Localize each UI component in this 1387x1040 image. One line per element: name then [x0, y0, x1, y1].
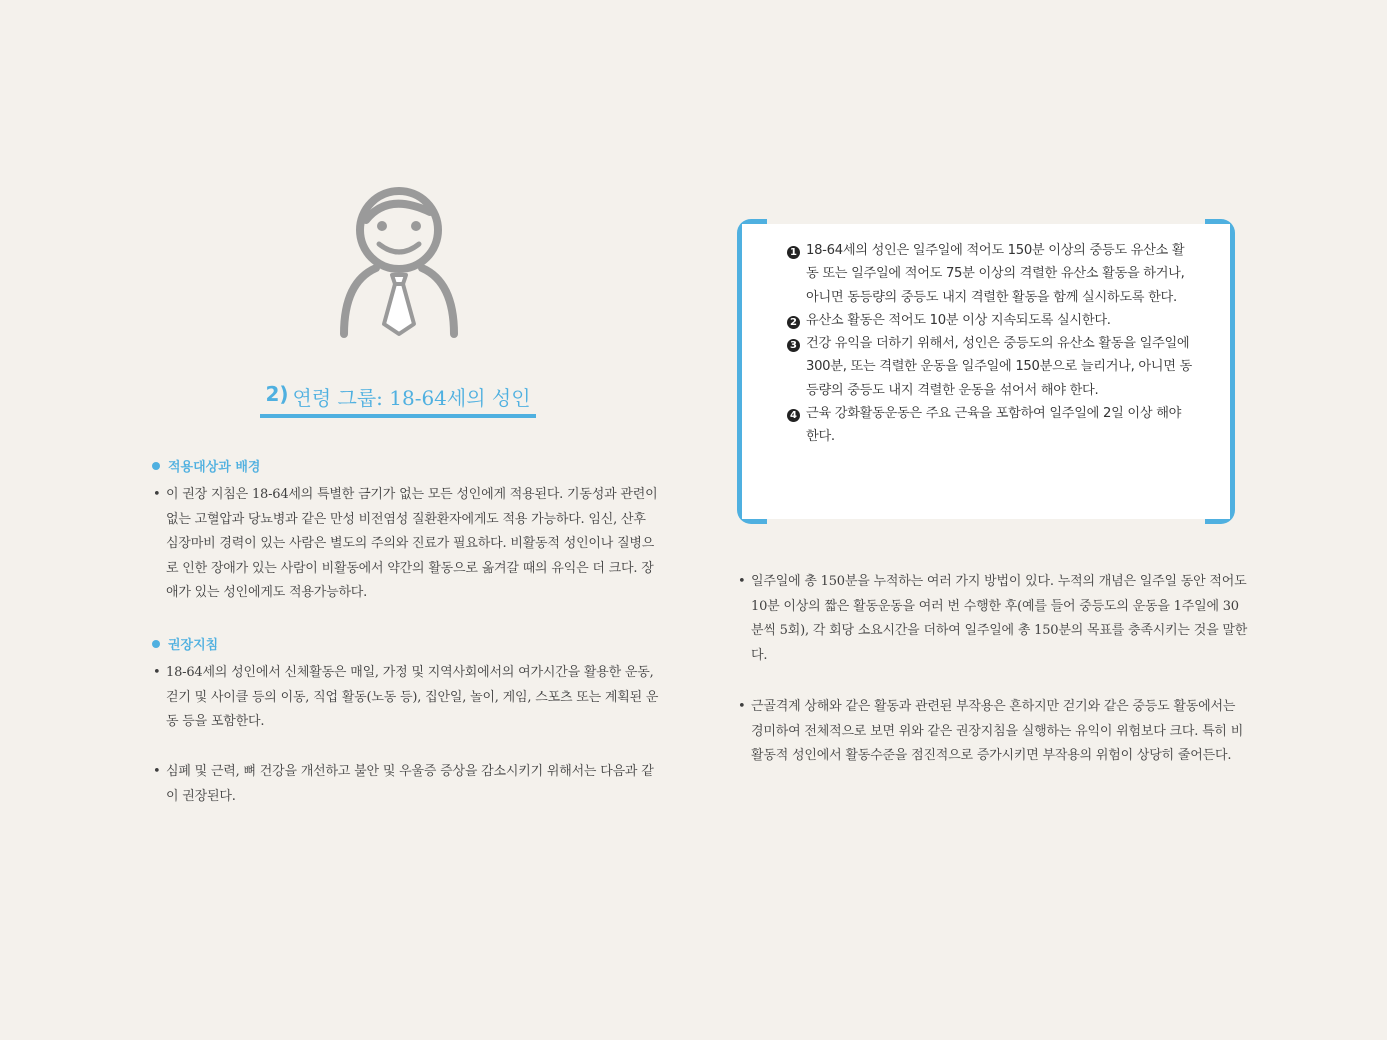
- paragraph-target: • 이 권장 지침은 18-64세의 특별한 금기가 없는 모든 성인에게 적용된다. 기동성과 관련이 없는 고혈압과 당뇨병과 같은 만성 비전염성 질환환자에게도 적용 가능하다. 임신, 산후 심장마비 경력이 있는 사람은 별도의 주의와 진료가 필요하다. 비활동적 성인이나 질병으로 인한 장애가 있는 사람이 비활동에서 약간의 활동으로 옮겨갈 때의 유익은 더 크다. 장애가 있는 성인에게도 적용가능하다.: [153, 487, 658, 601]
- section-heading: [260, 382, 536, 418]
- paragraph-accumulation: • 일주일에 총 150분을 누적하는 여러 가지 방법이 있다. 누적의 개념은 일주일 동안 적어도 10분 이상의 짧은 활동운동을 여러 번 수행한 후(예를 들어 중등도의 운동을 1주일에 30분씩 5회), 각 회당 소요시간을 더하여 일주일에 총 150분의 목표를 충족시키는 것을 말한다.: [738, 574, 1248, 663]
- paragraph-guideline-2: • 심폐 및 근력, 뼈 건강을 개선하고 불안 및 우울증 증상을 감소시키기 위해서는 다음과 같이 권장된다.: [153, 764, 654, 804]
- number-badge-icon: 3: [787, 339, 800, 352]
- number-badge-icon: 4: [787, 409, 800, 422]
- list-item: 2 유산소 활동은 적어도 10분 이상 지속되도록 실시한다.: [787, 309, 1192, 332]
- number-badge-icon: 2: [787, 316, 800, 329]
- recommendation-box: [737, 219, 1235, 524]
- heading-title: 연령 그룹: 18-64세의 성인: [292, 386, 531, 410]
- section-title-target: 적용대상과 배경: [152, 456, 260, 475]
- list-item: 1 18-64세의 성인은 일주일에 적어도 150분 이상의 중등도 유산소 활동 또는 일주일에 적어도 75분 이상의 격렬한 유산소 활동을 하거나, 아니면 동등량의 중등도 내지 격렬한 활동을 함께 실시하도록 한다.: [787, 239, 1192, 309]
- person-with-tie-icon: [330, 182, 470, 342]
- paragraph-side-effects: • 근골격계 상해와 같은 활동과 관련된 부작용은 흔하지만 걷기와 같은 중등도 활동에서는 경미하여 전체적으로 보면 위와 같은 권장지침을 실행하는 유익이 위험보다 크다. 특히 비활동적 성인에서 활동수준을 점진적으로 증가시키면 부작용의 위험이 상당히 줄어든다.: [738, 699, 1244, 764]
- bullet-dot-icon: [152, 462, 160, 470]
- section-title-guideline: 권장지침: [152, 634, 218, 653]
- list-item: 3 건강 유익을 더하기 위해서, 성인은 중등도의 유산소 활동을 일주일에 300분, 또는 격렬한 운동을 일주일에 150분으로 늘리거나, 아니면 동등량의 중등도 내지 격렬한 운동을 섞어서 해야 한다.: [787, 332, 1192, 402]
- list-item: 4 근육 강화활동운동은 주요 근육을 포함하여 일주일에 2일 이상 해야 한다.: [787, 402, 1192, 449]
- bullet-dot-icon: [152, 640, 160, 648]
- paragraph-guideline-1: • 18-64세의 성인에서 신체활동은 매일, 가정 및 지역사회에서의 여가시간을 활용한 운동, 걷기 및 사이클 등의 이동, 직업 활동(노동 등), 집안일, 놀이, 게임, 스포츠 또는 계획된 운동 등을 포함한다.: [153, 665, 659, 730]
- heading-number: 2): [265, 382, 289, 406]
- recommendation-list: [787, 239, 1192, 449]
- number-badge-icon: 1: [787, 246, 800, 259]
